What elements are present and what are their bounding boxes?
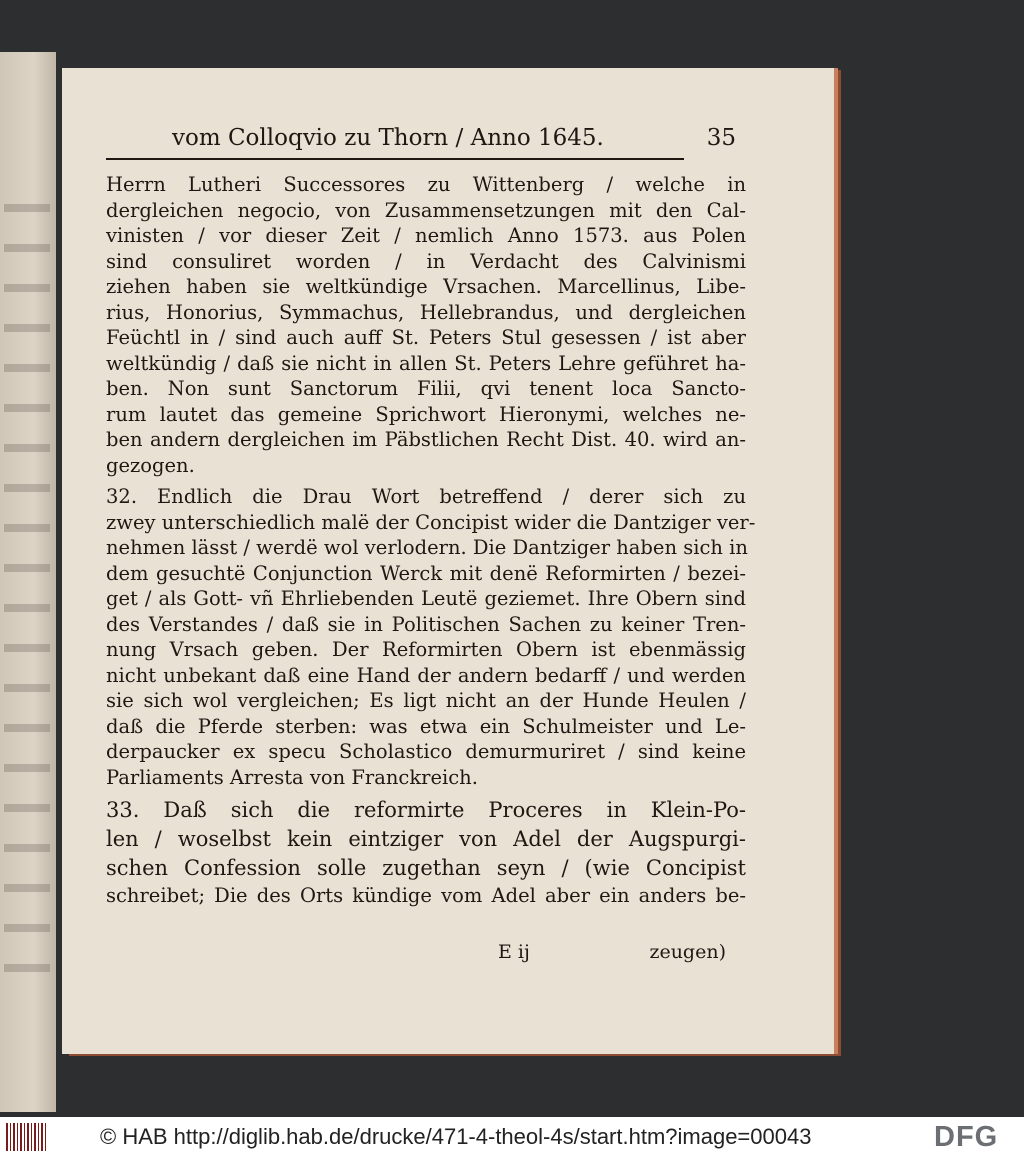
text-line: 32. Endlich die Drau Wort betreffend / derer sich zu <box>106 485 746 508</box>
text-line: get / als Gott- vñ Ehrliebenden Leutë geziemet. Ihre Obern sind <box>106 587 746 610</box>
running-title: vom Colloqvio zu Thorn / Anno 1645. <box>172 125 604 151</box>
text-line: dem gesuchtë Conjunction Werck mit denë Reformirten / bezei- <box>106 561 746 585</box>
text-line: sind consuliret worden / in Verdacht des Calvinismi <box>106 249 746 273</box>
text-line: des Verstandes / daß sie in Politischen Sachen zu keiner Tren- <box>106 612 746 636</box>
page-footer <box>106 940 726 966</box>
previous-page-text-fragments <box>4 172 50 992</box>
footer-bar <box>0 1117 1024 1157</box>
text-line: Parliaments Arresta von Franckreich. <box>106 765 478 789</box>
text-line: vinisten / vor dieser Zeit / nemlich Anno 1573. aus Polen <box>106 224 746 247</box>
text-line: nung Vrsach geben. Der Reformirten Obern ist ebenmässig <box>106 638 746 661</box>
previous-page-edge <box>0 52 56 1112</box>
head-rule <box>106 158 684 160</box>
dfg-logo: DFG <box>934 1121 999 1153</box>
text-line: ben andern dergleichen im Päbstlichen Recht Dist. 40. wird an- <box>106 428 746 451</box>
page-number: 35 <box>706 125 736 151</box>
text-line: Herrn Lutheri Successores zu Wittenberg / welche in <box>106 173 746 196</box>
text-line: ziehen haben sie weltkündige Vrsachen. Marcellinus, Libe- <box>106 275 746 298</box>
text-line: sie sich wol vergleichen; Es ligt nicht an der Hunde Heulen / <box>106 689 746 712</box>
credit-link[interactable]: © HAB http://diglib.hab.de/drucke/471-4-theol-4s/start.htm?image=00043 <box>100 1124 812 1149</box>
text-line: gezogen. <box>106 453 195 477</box>
text-line: daß die Pferde sterben: was etwa ein Schulmeister und Le- <box>106 714 746 738</box>
text-line: len / woselbst kein eintziger von Adel der Augspurgi- <box>106 827 746 851</box>
page-body <box>106 172 756 909</box>
book-page <box>62 68 834 1054</box>
running-head <box>106 126 746 156</box>
text-line: weltkündig / daß sie nicht in allen St. Peters Lehre geführet ha- <box>106 351 746 375</box>
text-line: nehmen lässt / werdë wol verlodern. Die Dantziger haben sich in <box>106 536 748 559</box>
text-line: Feüchtl in / sind auch auff St. Peters Stul gesessen / ist aber <box>106 326 746 349</box>
text-line: derpaucker ex specu Scholastico demurmuriret / sind keine <box>106 740 746 763</box>
text-line: schreibet; Die des Orts kündige vom Adel aber ein anders be- <box>106 884 746 907</box>
text-line: ben. Non sunt Sanctorum Filii, qvi tenent loca Sancto- <box>106 377 746 400</box>
text-line: nicht unbekant daß eine Hand der andern bedarff / und werden <box>106 663 746 687</box>
text-line: schen Confession solle zugethan seyn / (wie Concipist <box>106 856 746 880</box>
signature-mark: E ij <box>498 941 530 963</box>
barcode-icon <box>6 1123 46 1151</box>
text-line: rius, Honorius, Symmachus, Hellebrandus, und dergleichen <box>106 300 746 324</box>
text-line: rum lautet das gemeine Sprichwort Hieronymi, welches ne- <box>106 402 746 426</box>
text-line: dergleichen negocio, von Zusammensetzungen mit den Cal- <box>106 198 746 222</box>
text-line: 33. Daß sich die reformirte Proceres in Klein-Po- <box>106 798 746 822</box>
catchword: zeugen) <box>649 941 726 963</box>
text-line: zwey unterschiedlich malë der Concipist wider die Dantziger ver- <box>106 510 756 534</box>
